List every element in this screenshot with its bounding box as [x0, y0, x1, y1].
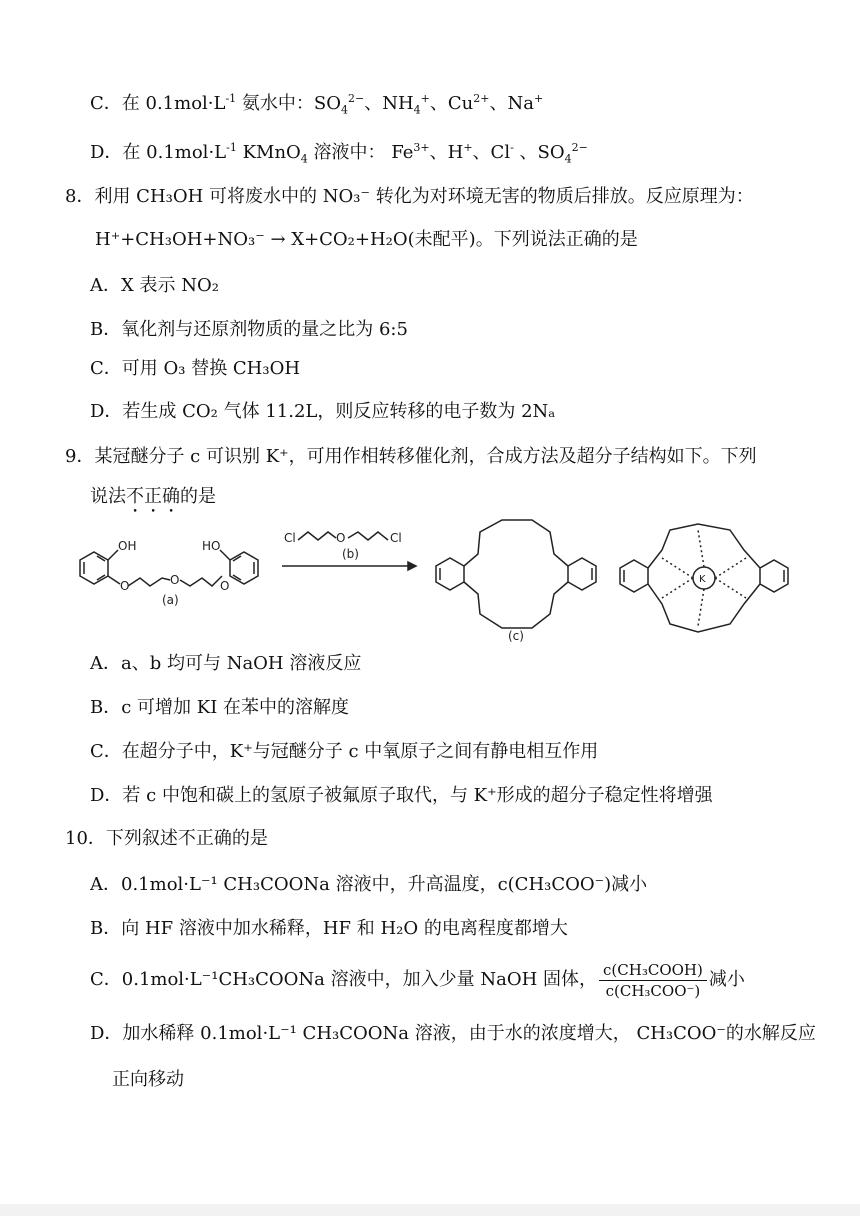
q8-option-d: D．若生成 CO₂ 气体 11.2L，则反应转移的电子数为 2Nₐ	[90, 401, 556, 422]
q8-option-c: C．可用 O₃ 替换 CH₃OH	[90, 358, 301, 379]
label-k: K	[699, 574, 706, 585]
q7-c-text: C．在 0.1mol·L	[90, 93, 226, 114]
label-cl: Cl	[390, 531, 402, 545]
q9-stem-text: 说法	[90, 486, 126, 507]
label-cl: Cl	[284, 531, 296, 545]
q8-option-b: B．氧化剂与还原剂物质的量之比为 6:5	[90, 319, 408, 340]
label-b: (b)	[342, 547, 359, 561]
label-ho: HO	[202, 539, 221, 553]
q7-c-text4: 、Cu	[429, 93, 474, 114]
compound-c	[436, 520, 596, 628]
fraction-denominator: c(CH₃COO⁻)	[605, 981, 701, 1000]
q10-option-d-line1: D．加水稀释 0.1mol·L⁻¹ CH₃COONa 溶液，由于水的浓度增大， CH₃COO⁻的水解反应	[90, 1023, 816, 1044]
label-o: O	[170, 573, 180, 587]
q7-d-sup: 3+	[413, 141, 430, 154]
q7-d-text4: 、H	[429, 142, 464, 163]
q7-c-text5: 、Na	[489, 93, 534, 114]
q7-d-text3: 溶液中： Fe	[307, 142, 414, 163]
q7-c-sup2: +	[420, 92, 430, 105]
q10-option-d-line2: 正向移动	[112, 1069, 184, 1090]
q7-c-text2: 氨水中：SO	[236, 93, 341, 114]
q9-option-c: C．在超分子中，K⁺与冠醚分子 c 中氧原子之间有静电相互作用	[90, 741, 599, 762]
q7-c-sub2: 4	[413, 103, 421, 117]
label-o: O	[220, 579, 230, 593]
q7-option-d	[90, 141, 588, 165]
q7-c-sup4: +	[533, 92, 544, 105]
q7-d-exp: -1	[226, 141, 237, 154]
q9-stem-line1: 9．某冠醚分子 c 可识别 K⁺，可用作相转移催化剂，合成方法及超分子结构如下。下列	[65, 446, 757, 467]
q7-c-sup3: 2+	[473, 92, 490, 105]
q7-d-text6: 、SO	[513, 142, 565, 163]
compound-a	[80, 550, 258, 586]
q7-d-sub2: 4	[564, 152, 572, 166]
q8-stem-line2: H⁺+CH₃OH+NO₃⁻ → X+CO₂+H₂O(未配平)。下列说法正确的是	[95, 229, 638, 250]
q10-c-text: C．0.1mol·L⁻¹CH₃COONa 溶液中，加入少量 NaOH 固体，	[90, 969, 598, 990]
q9-option-a: A．a、b 均可与 NaOH 溶液反应	[90, 653, 362, 674]
q9-stem-emphasis: 不正确	[126, 486, 180, 507]
label-a: (a)	[162, 593, 179, 607]
q9-option-b: B．c 可增加 KI 在苯中的溶解度	[90, 697, 350, 718]
q7-c-sup: 2−	[348, 92, 365, 105]
q7-d-sup2: +	[463, 141, 473, 154]
q7-c-exp: -1	[225, 92, 237, 105]
fraction-numerator: c(CH₃COOH)	[599, 960, 707, 981]
q9-option-d: D．若 c 中饱和碳上的氢原子被氟原子取代，与 K⁺形成的超分子稳定性将增强	[90, 785, 713, 806]
q10-option-c	[90, 958, 745, 1002]
label-c: (c)	[508, 629, 524, 643]
label-oh: OH	[118, 539, 137, 553]
q10-c-text2: 减小	[708, 969, 745, 990]
q7-c-sub: 4	[341, 103, 348, 117]
q7-d-sup4: 2−	[571, 141, 588, 154]
q7-c-text3: 、NH	[364, 93, 414, 114]
q7-d-sup3: -	[510, 141, 514, 154]
q7-d-text2: KMnO	[236, 142, 301, 163]
q8-option-a: A．X 表示 NO₂	[90, 275, 219, 296]
q8-stem-line1: 8．利用 CH₃OH 可将废水中的 NO₃⁻ 转化为对环境无害的物质后排放。反应原理为：	[65, 186, 754, 207]
q7-option-c	[90, 92, 543, 116]
q10-stem: 10．下列叙述不正确的是	[65, 828, 268, 849]
q9-stem-text2: 的是	[180, 486, 216, 507]
crown-ether-synthesis-diagram	[70, 510, 790, 650]
q7-d-sub: 4	[300, 152, 308, 166]
q7-d-text: D．在 0.1mol·L	[90, 142, 227, 163]
q7-d-text5: 、Cl	[472, 142, 511, 163]
label-o: O	[336, 531, 346, 545]
page-bottom-strip	[0, 1204, 860, 1216]
q10-option-a: A．0.1mol·L⁻¹ CH₃COONa 溶液中，升高温度，c(CH₃COO⁻)减小	[90, 874, 648, 895]
q10-option-b: B．向 HF 溶液中加水稀释，HF 和 H₂O 的电离程度都增大	[90, 918, 568, 939]
label-o: O	[120, 579, 130, 593]
q10-c-fraction	[599, 960, 707, 1001]
